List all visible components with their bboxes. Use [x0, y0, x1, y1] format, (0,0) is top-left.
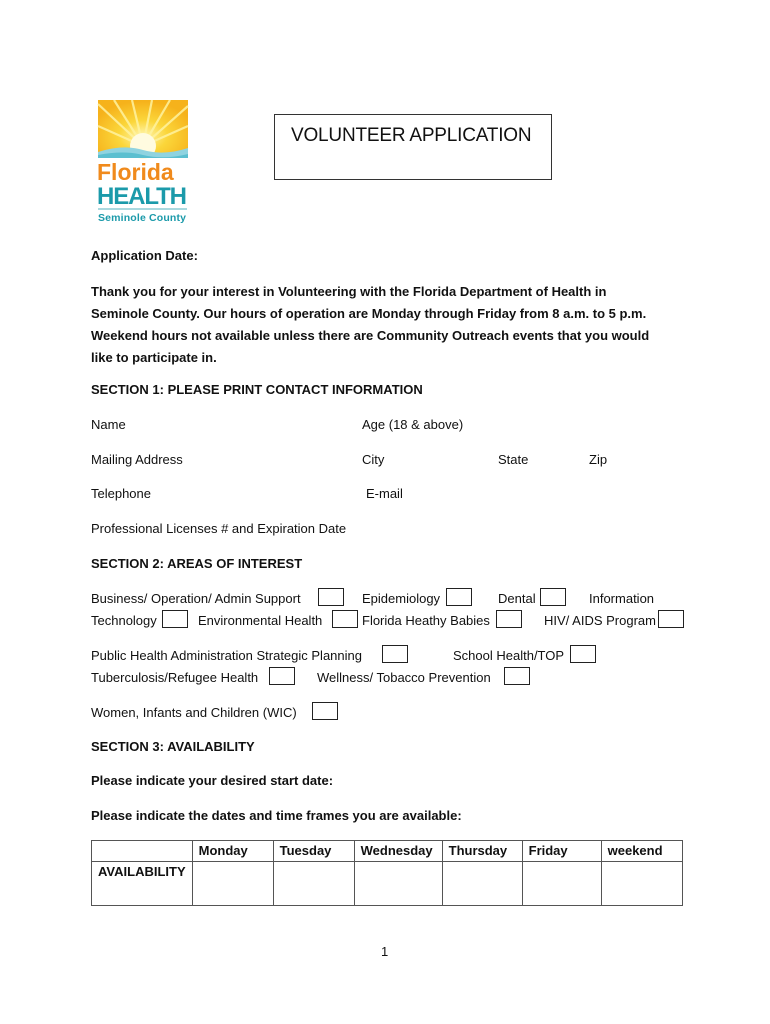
epidemiology-label: Epidemiology: [362, 591, 441, 606]
table-header-row: [92, 841, 683, 862]
section2-heading: SECTION 2: AREAS OF INTEREST: [91, 556, 303, 571]
logo-health-text: HEALTH: [97, 183, 187, 210]
table-corner-cell: [92, 841, 193, 862]
age-label: Age (18 & above): [362, 417, 464, 432]
dental-checkbox[interactable]: [540, 588, 566, 606]
email-label: E-mail: [366, 486, 403, 501]
day-header: Friday: [522, 841, 601, 862]
pha-label: Public Health Administration Strategic Planning: [91, 648, 362, 663]
technology-checkbox[interactable]: [162, 610, 188, 628]
logo-county-text: Seminole County: [98, 212, 186, 224]
availability-row-label: AVAILABILITY: [92, 862, 193, 906]
application-date-label: Application Date:: [91, 248, 198, 263]
telephone-label: Telephone: [91, 486, 151, 501]
wellness-label: Wellness/ Tobacco Prevention: [317, 670, 491, 685]
section1-heading: SECTION 1: PLEASE PRINT CONTACT INFORMATION: [91, 382, 423, 397]
day-header: weekend: [601, 841, 682, 862]
availability-cell-monday[interactable]: [192, 862, 273, 906]
mailing-address-label: Mailing Address: [91, 452, 183, 467]
intro-paragraph: [91, 281, 691, 369]
intro-line: like to participate in.: [91, 350, 217, 365]
school-checkbox[interactable]: [570, 645, 596, 663]
school-label: School Health/TOP: [453, 648, 565, 663]
tb-label: Tuberculosis/Refugee Health: [91, 670, 259, 685]
intro-line: Seminole County. Our hours of operation are Monday through Friday from 8 a.m. to 5 p.m.: [91, 306, 647, 321]
licenses-label: Professional Licenses # and Expiration Date: [91, 521, 347, 536]
wic-label: Women, Infants and Children (WIC): [91, 705, 297, 720]
hiv-checkbox[interactable]: [658, 610, 684, 628]
logo-florida-text: Florida: [97, 159, 174, 185]
title-box: [274, 114, 552, 180]
availability-cell-friday[interactable]: [522, 862, 601, 906]
florida-health-logo: [94, 100, 192, 226]
environmental-checkbox[interactable]: [332, 610, 358, 628]
day-header: Monday: [192, 841, 273, 862]
name-label: Name: [91, 417, 126, 432]
wellness-checkbox[interactable]: [504, 667, 530, 685]
availability-cell-weekend[interactable]: [601, 862, 682, 906]
wic-checkbox[interactable]: [312, 702, 338, 720]
intro-line: Weekend hours not available unless there are Community Outreach events that you would: [91, 328, 650, 343]
table-row: [92, 862, 683, 906]
zip-label: Zip: [589, 452, 608, 467]
intro-line: Thank you for your interest in Volunteering with the Florida Department of Health in: [91, 284, 607, 299]
pha-checkbox[interactable]: [382, 645, 408, 663]
business-checkbox[interactable]: [318, 588, 344, 606]
day-header: Thursday: [442, 841, 522, 862]
availability-cell-thursday[interactable]: [442, 862, 522, 906]
business-label: Business/ Operation/ Admin Support: [91, 591, 301, 606]
day-header: Wednesday: [354, 841, 442, 862]
page-title: VOLUNTEER APPLICATION: [291, 125, 532, 146]
heathy-babies-checkbox[interactable]: [496, 610, 522, 628]
availability-cell-tuesday[interactable]: [273, 862, 354, 906]
hiv-label: HIV/ AIDS Program: [544, 613, 656, 628]
technology-label: Technology: [91, 613, 157, 628]
city-label: City: [362, 452, 385, 467]
state-label: State: [498, 452, 529, 467]
dates-times-label: Please indicate the dates and time frames you are available:: [91, 808, 462, 823]
section3-heading: SECTION 3: AVAILABILITY: [91, 739, 255, 754]
availability-table: [91, 840, 683, 906]
start-date-label: Please indicate your desired start date:: [91, 773, 334, 788]
environmental-label: Environmental Health: [198, 613, 323, 628]
tb-checkbox[interactable]: [269, 667, 295, 685]
availability-cell-wednesday[interactable]: [354, 862, 442, 906]
information-label: Information: [589, 591, 655, 606]
heathy-babies-label: Florida Heathy Babies: [362, 613, 490, 628]
dental-label: Dental: [498, 591, 536, 606]
page-number: 1: [381, 944, 389, 959]
day-header: Tuesday: [273, 841, 354, 862]
epidemiology-checkbox[interactable]: [446, 588, 472, 606]
